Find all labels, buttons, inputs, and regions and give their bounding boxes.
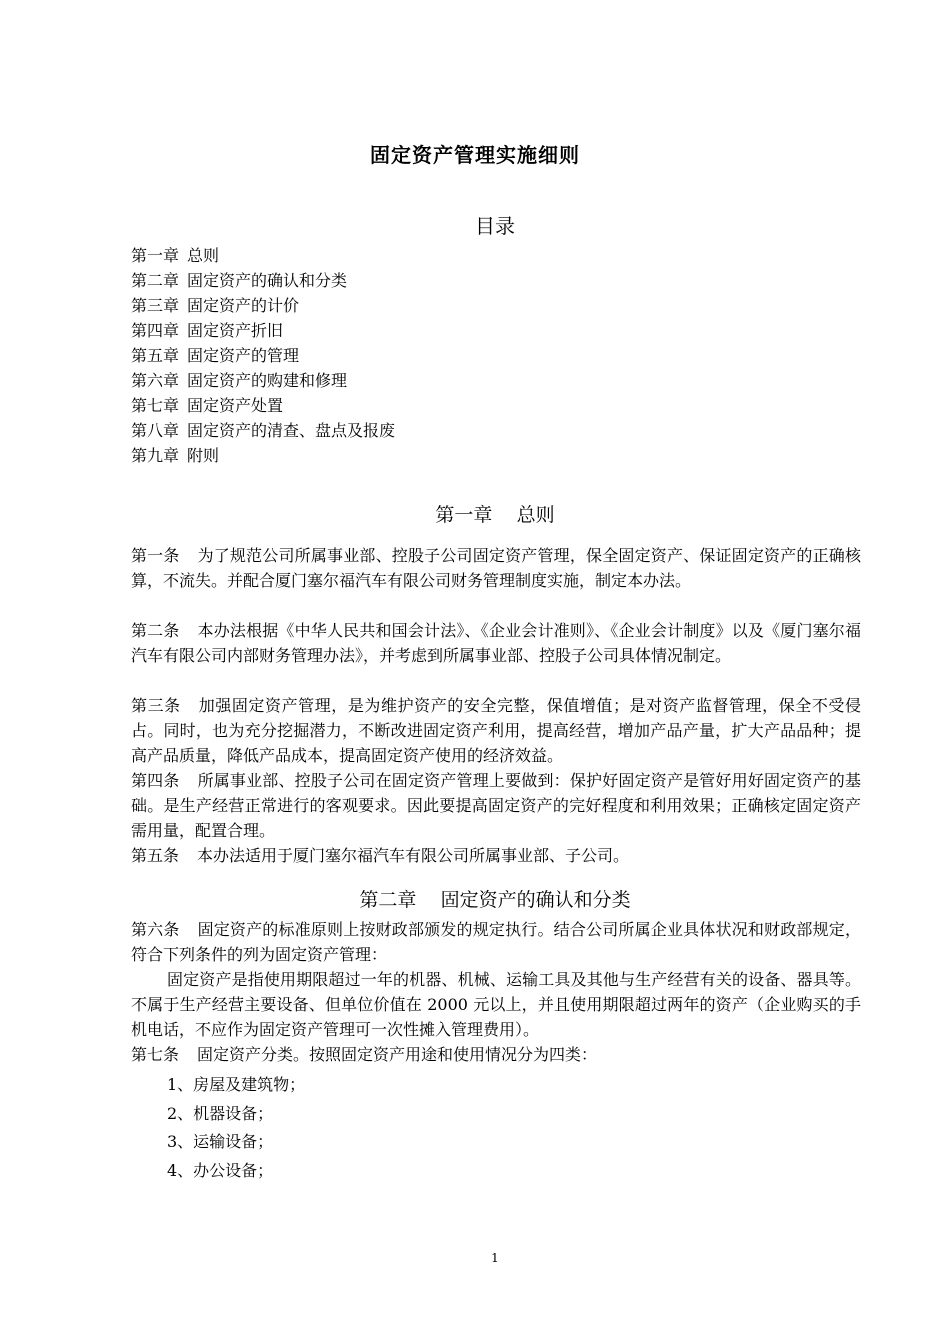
article-paragraph: [131, 543, 861, 593]
toc-item-name: 附则: [187, 446, 220, 465]
toc-item-name: 固定资产的管理: [187, 346, 300, 365]
article-paragraph: [131, 843, 861, 868]
article-paragraph: [131, 693, 861, 768]
chapter-heading: 第二章 固定资产的确认和分类: [359, 889, 631, 911]
toc-item-number: 第四章: [131, 321, 180, 340]
toc-item-number: 第二章: [131, 271, 180, 290]
article-label: 第六条: [131, 920, 180, 939]
toc-item[interactable]: [131, 293, 395, 318]
list-item: 3、运输设备；: [167, 1132, 274, 1151]
article-text: 加强固定资产管理，是为维护资产的安全完整，保值增值；是对资产监督管理，保全不受侵占。同时，也为充分挖掘潜力，不断改进固定资产利用，提高经营，增加产品产量，扩大产品品种；提高产品质量，降低产品成本，提高固定资产使用的经济效益。: [131, 696, 861, 765]
toc-item-number: 第七章: [131, 396, 180, 415]
asset-category-list: [167, 1071, 305, 1185]
chapter-heading: 第一章 总则: [435, 504, 555, 526]
toc-item-number: 第三章: [131, 296, 180, 315]
list-item: 1、房屋及建筑物；: [167, 1075, 306, 1094]
toc-item-name: 固定资产处置: [187, 396, 284, 415]
article-text: 固定资产分类。按照固定资产用途和使用情况分为四类：: [197, 1045, 598, 1064]
toc-item-number: 第一章: [131, 246, 180, 265]
toc-item[interactable]: [131, 268, 395, 293]
article-label: 第一条: [131, 546, 180, 565]
toc-item-name: 总则: [187, 246, 220, 265]
article-text: 固定资产的标准原则上按财政部颁发的规定执行。结合公司所属企业具体状况和财政部规定，符合下列条件的列为固定资产管理：: [131, 920, 861, 964]
article-text: 所属事业部、控股子公司在固定资产管理上要做到：保护好固定资产是管好用好固定资产的基础。是生产经营正常进行的客观要求。因此要提高固定资产的完好程度和利用效果；正确核定固定资产需用量，配置合理。: [131, 771, 861, 840]
toc-item[interactable]: [131, 368, 395, 393]
article-text: 为了规范公司所属事业部、控股子公司固定资产管理，保全固定资产、保证固定资产的正确核算，不流失。并配合厦门塞尔福汽车有限公司财务管理制度实施，制定本办法。: [131, 546, 861, 590]
toc-title: 目录: [475, 214, 515, 238]
toc-item-name: 固定资产折旧: [187, 321, 284, 340]
article-text: 本办法根据《中华人民共和国会计法》、《企业会计准则》、《企业会计制度》以及《厦门塞尔福汽车有限公司内部财务管理办法》，并考虑到所属事业部、控股子公司具体情况制定。: [131, 621, 861, 665]
article-label: 第三条: [131, 696, 181, 715]
definition-paragraph: 固定资产是指使用期限超过一年的机器、机械、运输工具及其他与生产经营有关的设备、器具等。不属于生产经营主要设备、但单位价值在 2000 元以上，并且使用期限超过两年的资产（企业购买的手机电话，不应作为固定资产管理可一次性摊入管理费用）。: [131, 970, 861, 1039]
article-label: 第二条: [131, 621, 180, 640]
document-title: 固定资产管理实施细则: [370, 143, 580, 167]
toc-item-name: 固定资产的购建和修理: [187, 371, 348, 390]
list-item: 4、办公设备；: [167, 1160, 274, 1180]
toc-item[interactable]: [131, 318, 395, 343]
toc-item-name: 固定资产的清查、盘点及报废: [187, 421, 396, 440]
toc-item-name: 固定资产的计价: [187, 296, 300, 315]
toc-item-number: 第八章: [131, 421, 180, 440]
page-number: 1: [491, 1251, 499, 1265]
article-paragraph: [131, 768, 861, 843]
article-label: 第五条: [131, 846, 180, 865]
toc-item-number: 第六章: [131, 371, 180, 390]
toc-item[interactable]: [131, 418, 395, 443]
article-label: 第七条: [131, 1045, 180, 1064]
table-of-contents: [131, 243, 395, 468]
article-paragraph: [131, 917, 861, 967]
toc-item[interactable]: [131, 393, 395, 418]
toc-item[interactable]: [131, 243, 395, 268]
toc-item-name: 固定资产的确认和分类: [187, 271, 348, 290]
toc-item[interactable]: [131, 443, 395, 468]
article-label: 第四条: [131, 771, 180, 790]
toc-item-number: 第九章: [131, 446, 180, 465]
article-text: 本办法适用于厦门塞尔福汽车有限公司所属事业部、子公司。: [197, 846, 630, 865]
list-item: 2、机器设备；: [167, 1103, 274, 1123]
toc-item[interactable]: [131, 343, 395, 368]
article-paragraph: [131, 618, 861, 668]
article-paragraph: [131, 1042, 861, 1067]
toc-item-number: 第五章: [131, 346, 180, 365]
